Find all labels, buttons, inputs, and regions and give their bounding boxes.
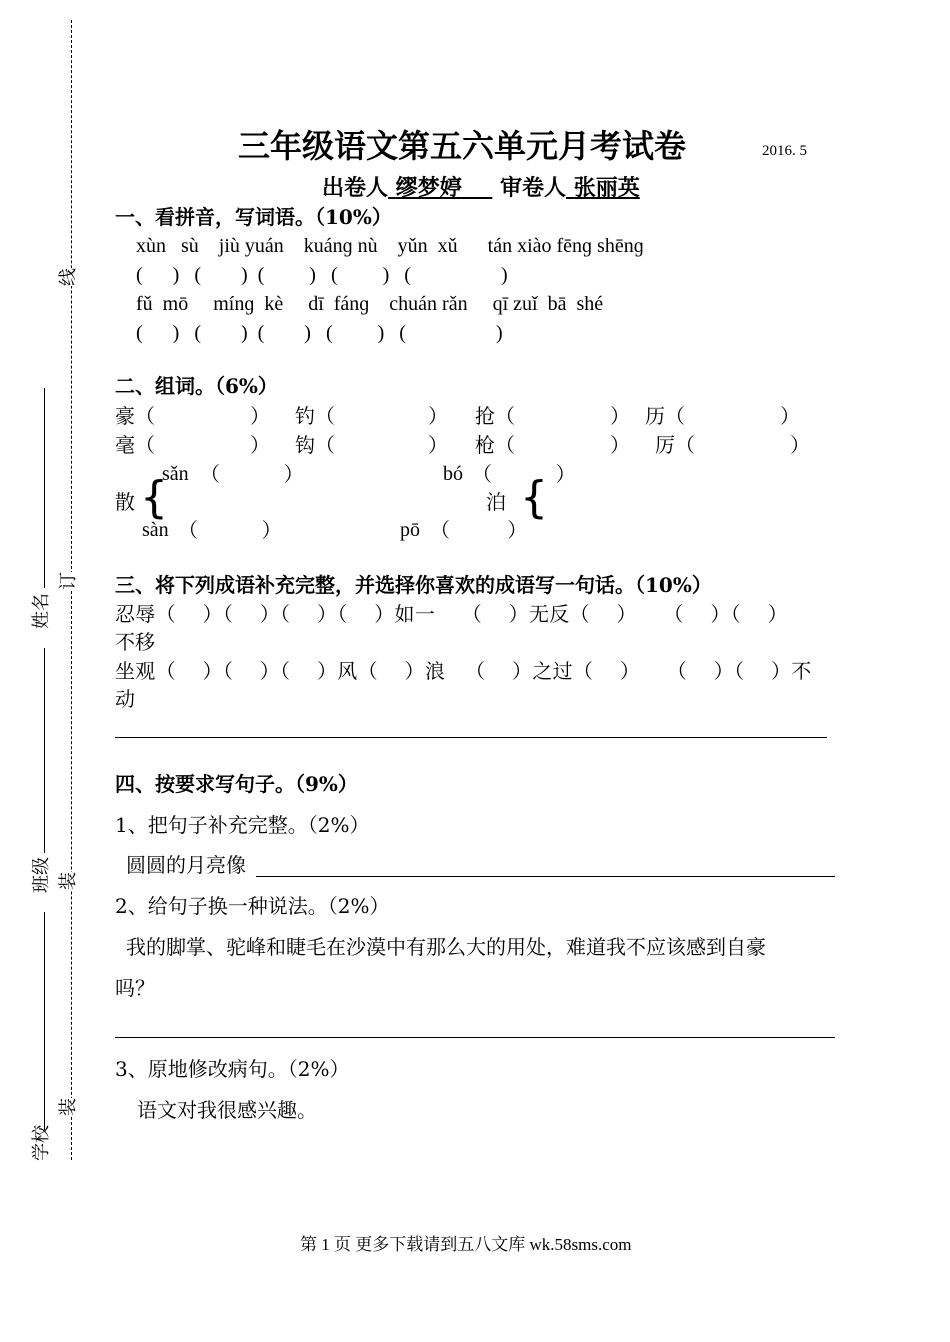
- class-label: 班级: [31, 857, 52, 893]
- name-field-line: [44, 388, 45, 588]
- q2-label: 2、给句子换一种说法。（2%）: [115, 894, 390, 918]
- binding-dashed-line: [71, 20, 72, 1160]
- word-group-qiang2: 枪（: [475, 433, 515, 457]
- pinyin-row-1: xùn sù jiù yuán kuánɡ nù yǔn xǔ tán xiào fēnɡ shēnɡ: [136, 235, 644, 257]
- poly-san-char: 散: [115, 490, 135, 514]
- exam-date: 2016. 5: [762, 143, 807, 159]
- word-group-diao-close: ）: [428, 404, 448, 428]
- q1-label: 1、把句子补充完整。（2%）: [115, 813, 370, 837]
- poly-san-bottom-blank: （ ）: [178, 518, 282, 542]
- word-group-hao: 豪（: [115, 404, 155, 428]
- margin-install-char-1: 装: [52, 872, 82, 890]
- poly-san-top-blank: （ ）: [200, 462, 304, 486]
- q3-sentence: 语文对我很感兴趣。: [137, 1098, 317, 1122]
- q2-sentence-wrap: 吗？: [115, 976, 155, 1000]
- name-label: 姓名: [31, 593, 52, 629]
- reviewer-name: 张丽英: [573, 175, 640, 201]
- word-group-qiang2-close: ）: [610, 433, 630, 457]
- poly-bo-top-pinyin: bó: [443, 463, 463, 485]
- word-group-qiang: 抢（: [475, 404, 515, 428]
- word-group-hao-close: ）: [250, 404, 270, 428]
- poly-bo-bottom-blank: （ ）: [430, 518, 528, 542]
- word-group-gou: 钩（: [295, 433, 335, 457]
- word-group-li-close: ）: [780, 404, 800, 428]
- margin-bind-char: 订: [52, 572, 82, 590]
- poly-san-bottom-pinyin: sàn: [142, 519, 169, 541]
- section3-heading: 三、将下列成语补充完整，并选择你喜欢的成语写一句话。（10%）: [115, 573, 712, 597]
- word-group-li2-close: ）: [790, 433, 810, 457]
- school-label: 学校: [31, 1125, 52, 1161]
- brace-right-icon: {: [520, 472, 548, 523]
- brace-left-icon: {: [140, 472, 168, 523]
- margin-install-char-2: 装: [52, 1098, 82, 1116]
- answer-blanks-row-1: ( ) ( ) ( ) ( ) ( ): [136, 264, 508, 286]
- answer-blanks-row-2: ( ) ( ) ( ) ( ) ( ): [136, 322, 503, 344]
- setter-label: 出卷人: [322, 175, 389, 201]
- word-group-li2: 厉（: [655, 433, 695, 457]
- q2-sentence: 我的脚掌、驼峰和睫毛在沙漠中有那么大的用处，难道我不应该感到自豪: [126, 935, 766, 959]
- q1-answer-line[interactable]: [256, 876, 835, 877]
- class-field-line: [44, 648, 45, 853]
- section4-heading: 四、按要求写句子。（9%）: [115, 772, 358, 796]
- idiom-line-2-wrap: 动: [115, 687, 135, 711]
- school-field-line: [44, 912, 45, 1130]
- sentence-answer-line[interactable]: [115, 737, 827, 738]
- page-title: 三年级语文第五六单元月考试卷: [238, 127, 687, 165]
- word-group-gou-close: ）: [428, 433, 448, 457]
- idiom-line-1: 忍辱（ ）（ ）（ ）（ ）如一 （ ）无反（ ） （ ）（ ）: [115, 602, 788, 626]
- poly-san-top-pinyin: sǎn: [162, 463, 189, 485]
- word-group-qiang-close: ）: [610, 404, 630, 428]
- word-group-hao2: 毫（: [115, 433, 155, 457]
- word-group-li: 历（: [645, 404, 685, 428]
- idiom-line-2: 坐观（ ）（ ）（ ）风（ ）浪 （ ）之过（ ） （ ）（ ）不: [115, 659, 812, 683]
- page-footer: 第 1 页 更多下载请到五八文库 wk.58sms.com: [300, 1235, 632, 1254]
- word-group-diao: 钓（: [295, 404, 335, 428]
- exam-authors: [322, 174, 640, 202]
- section1-heading: 一、看拼音，写词语。（10%）: [115, 205, 392, 229]
- poly-bo-bottom-pinyin: pō: [400, 519, 420, 541]
- q1-prompt: 圆圆的月亮像: [126, 853, 246, 877]
- setter-name: 缪梦婷: [395, 175, 462, 201]
- margin-line-char: 线: [52, 268, 82, 286]
- q3-label: 3、原地修改病句。（2%）: [115, 1057, 350, 1081]
- q2-answer-line[interactable]: [115, 1037, 835, 1038]
- section2-heading: 二、组词。（6%）: [115, 374, 278, 398]
- poly-bo-char: 泊: [486, 490, 506, 514]
- idiom-line-1-wrap: 不移: [115, 630, 155, 654]
- poly-bo-top-blank: （ ）: [472, 462, 576, 486]
- pinyin-row-2: fǔ mō mínɡ kè dī fánɡ chuán rǎn qī zuǐ bā shé: [136, 293, 604, 315]
- reviewer-label: 审卷人: [500, 175, 567, 201]
- word-group-hao2-close: ）: [250, 433, 270, 457]
